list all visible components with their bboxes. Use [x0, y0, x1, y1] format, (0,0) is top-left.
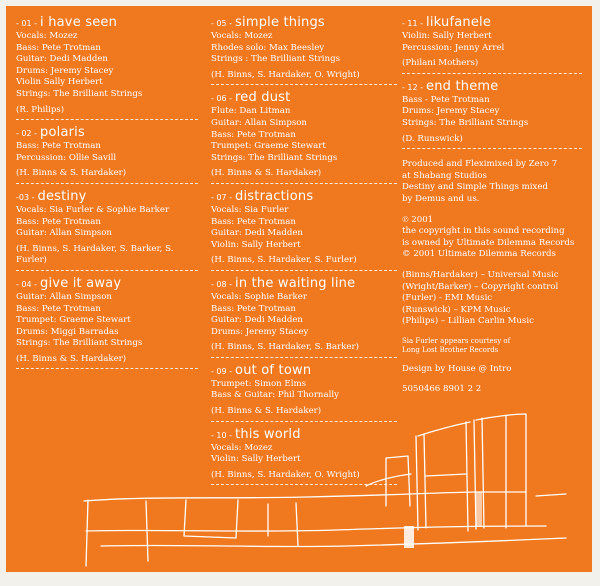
track-heading: [402, 14, 582, 31]
track: [211, 362, 397, 422]
track-heading: [402, 78, 582, 95]
credit-line: Bass: Pete Trotman: [211, 303, 296, 314]
track-heading: [16, 188, 198, 205]
track-heading: [16, 275, 198, 292]
credit-line: Percussion: Jenny Arrel: [402, 42, 505, 53]
credit-line: Bass & Guitar: Phil Thornally: [211, 390, 339, 401]
dashed-divider: [211, 484, 397, 485]
composer-credit: (H. Binns, S. Hardaker, O. Wright): [211, 69, 360, 80]
track-number: - 11 -: [402, 19, 424, 28]
credit-line: Trumpet: Simon Elms: [211, 378, 306, 389]
info-line: (Wright/Barker) – Copyright control: [402, 281, 559, 292]
dashed-divider: [211, 421, 397, 422]
track: [211, 14, 397, 85]
track-number: -03 -: [16, 192, 35, 202]
track-title: simple things: [235, 15, 325, 30]
credit-line: Strings: The Brilliant Strings: [16, 88, 143, 99]
track-title: distractions: [235, 188, 314, 204]
credit-line: Rhodes solo: Max Beesley: [211, 42, 325, 53]
track-heading: [211, 188, 397, 205]
info-line: (Philips) – Lillian Carlin Music: [402, 316, 534, 327]
dashed-divider: [16, 368, 198, 369]
production-credits: [402, 159, 582, 205]
credit-line: Strings: The Brilliant Strings: [16, 338, 143, 349]
credit-line: Strings: The Brilliant Strings: [211, 152, 338, 163]
credit-line: Trumpet: Graeme Stewart: [16, 315, 131, 326]
track-title: give it away: [40, 275, 122, 291]
track-number: - 12 -: [402, 82, 424, 92]
info-line: (Furler) - EMI Music: [402, 293, 493, 304]
track-number: - 08 -: [211, 279, 233, 289]
track: [211, 188, 397, 271]
track-number: - 05 -: [211, 19, 233, 28]
publishing-credits: [402, 270, 582, 328]
info-line: is owned by Ultimate Dilemma Records: [402, 237, 575, 248]
credit-line: Vocals: Sia Furler & Sophie Barker: [16, 204, 170, 215]
composer-credit: (H. Binns, S. Hardaker, O. Wright): [211, 469, 360, 480]
track: [211, 275, 397, 358]
credit-line: Bass: Pete Trotman: [16, 141, 101, 152]
info-line: at Shabang Studios: [402, 170, 487, 181]
credit-line: Violin Sally Herbert: [16, 77, 103, 88]
track-title: i have seen: [40, 15, 118, 30]
copyright-notice: [402, 215, 582, 261]
track-number: - 10 -: [211, 430, 233, 440]
composer-credit: (H. Binns & S. Hardaker): [211, 168, 322, 179]
dashed-divider: [211, 270, 397, 271]
credit-line: Vocals: Sia Furler: [211, 204, 289, 215]
credits-info: [402, 159, 582, 396]
credit-line: Vocals: Mozez: [211, 31, 273, 41]
track-heading: [211, 89, 397, 106]
composer-credit: (Philani Mothers): [402, 58, 479, 69]
credit-line: Bass: Pete Trotman: [211, 129, 296, 140]
barcode-number: 5050466 8901 2 2: [402, 384, 482, 395]
track: [16, 275, 198, 370]
credit-line: Bass: Pete Trotman: [211, 216, 296, 227]
dashed-divider: [402, 148, 582, 149]
composer-credit: (H. Binns & S. Hardaker): [211, 406, 322, 417]
credit-line: Guitar: Dedi Madden: [211, 228, 303, 239]
credit-line: Bass: Pete Trotman: [16, 303, 101, 314]
credit-line: Violin: Sally Herbert: [402, 31, 492, 41]
info-line: Produced and Fleximixed by Zero 7: [402, 159, 558, 170]
track-title: end theme: [426, 78, 499, 94]
column-3-tracks: [402, 14, 582, 149]
track-title: destiny: [37, 188, 87, 204]
credit-line: Trumpet: Graeme Stewart: [211, 141, 326, 152]
info-line: © 2001 Ultimate Dilemma Records: [402, 249, 556, 260]
info-line: (Binns/Hardaker) – Universal Music: [402, 269, 559, 280]
info-line: by Demus and us.: [402, 193, 480, 204]
dashed-divider: [402, 73, 582, 74]
credit-line: Vocals: Sophie Barker: [211, 291, 307, 302]
credit-line: Violin: Sally Herbert: [211, 239, 301, 250]
track-heading: [211, 275, 397, 292]
credit-line: Guitar: Allan Simpson: [211, 117, 307, 128]
track-heading: [16, 14, 198, 31]
info-line: Destiny and Simple Things mixed: [402, 182, 548, 193]
credit-line: Vocals: Mozez: [16, 31, 78, 41]
credit-line: Strings : The Brilliant Strings: [211, 54, 340, 65]
credit-line: Drums: Jeremy Stacey: [16, 65, 114, 76]
composer-credit: (H. Binns & S. Hardaker): [16, 353, 127, 364]
track-number: - 09 -: [211, 366, 233, 376]
track-title: likufanele: [426, 15, 492, 30]
composer-credit: (D. Runswick): [402, 133, 463, 144]
liner-notes-sheet: [6, 6, 592, 572]
track-heading: [211, 426, 397, 443]
track-number: - 07 -: [211, 192, 233, 202]
info-line: ℗ 2001: [402, 214, 434, 225]
track: [16, 124, 198, 184]
credit-line: Bass: Pete Trotman: [16, 42, 101, 53]
dashed-divider: [211, 357, 397, 358]
credit-line: Guitar: Allan Simpson: [16, 291, 112, 302]
track: [211, 89, 397, 184]
dashed-divider: [16, 183, 198, 184]
credit-line: Guitar: Dedi Madden: [16, 54, 108, 65]
track-title: red dust: [235, 90, 291, 106]
column-2: [211, 14, 397, 489]
track-number: - 06 -: [211, 94, 233, 104]
credit-line: Drums: Miggi Barradas: [16, 326, 119, 337]
credit-line: Guitar: Allan Simpson: [16, 228, 112, 239]
credit-line: Percussion: Ollie Savill: [16, 152, 117, 163]
track-heading: [16, 124, 198, 141]
info-line: Long Lost Brother Records: [402, 345, 499, 354]
track-title: in the waiting line: [235, 275, 356, 291]
track: [16, 14, 198, 120]
track-title: polaris: [40, 125, 85, 141]
credit-line: Bass - Pete Trotman: [402, 94, 490, 105]
track-title: out of town: [235, 362, 312, 378]
track-heading: [211, 362, 397, 379]
courtesy-note: [402, 337, 582, 355]
composer-credit: (H. Binns & S. Hardaker): [16, 168, 127, 179]
dashed-divider: [16, 270, 198, 271]
credit-line: Drums: Jeremy Stacey: [211, 326, 309, 337]
track: [16, 188, 198, 271]
dashed-divider: [211, 84, 397, 85]
credit-line: Guitar: Dedi Madden: [211, 315, 303, 326]
track: [402, 14, 582, 74]
info-line: the copyright in this sound recording: [402, 226, 565, 237]
info-line: Sia Furler appears courtesy of: [402, 336, 511, 345]
composer-credit: (R. Philips): [16, 104, 65, 115]
composer-credit: (H. Binns, S. Hardaker, S. Barker, S. Furler): [16, 243, 174, 266]
credit-line: Bass: Pete Trotman: [16, 216, 101, 227]
credit-line: Flute: Dan Litman: [211, 106, 291, 117]
track-number: - 01 -: [16, 19, 38, 28]
dashed-divider: [16, 119, 198, 120]
column-3: [402, 14, 582, 405]
design-credit: Design by House @ Intro: [402, 363, 512, 374]
track-number: - 02 -: [16, 129, 38, 139]
composer-credit: (H. Binns, S. Hardaker, S. Furler): [211, 255, 357, 266]
column-1: [16, 14, 198, 373]
track-number: - 04 -: [16, 279, 38, 289]
track-heading: [211, 14, 397, 31]
credit-line: Strings: The Brilliant Strings: [402, 117, 529, 128]
dashed-divider: [211, 183, 397, 184]
credit-line: Drums: Jeremy Stacey: [402, 106, 500, 117]
info-line: (Runswick) – KPM Music: [402, 304, 511, 315]
track-title: this world: [235, 426, 301, 442]
credit-line: Violin: Sally Herbert: [211, 454, 301, 465]
track: [211, 426, 397, 486]
credit-line: Vocals: Mozez: [211, 442, 273, 453]
track: [402, 78, 582, 149]
composer-credit: (H. Binns, S. Hardaker, S. Barker): [211, 342, 359, 353]
